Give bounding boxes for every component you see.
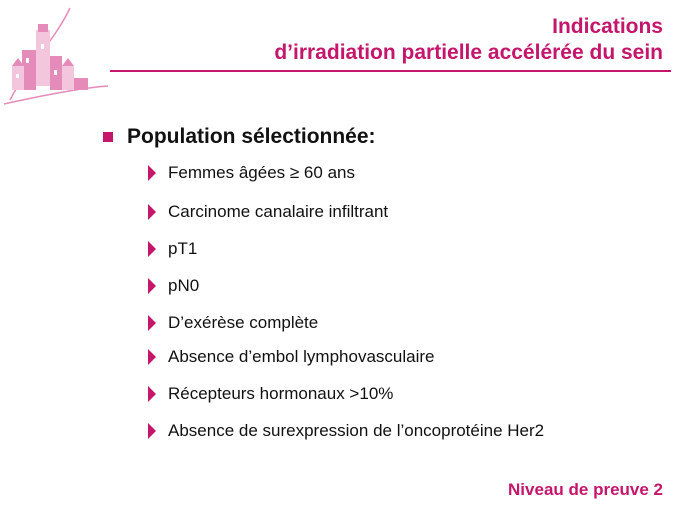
triangle-bullet-icon (148, 165, 156, 181)
castle-logo-icon (0, 0, 110, 112)
list-item-text: pT1 (168, 239, 198, 258)
list-item (148, 420, 544, 442)
list-item-text: Récepteurs hormonaux >10% (168, 384, 394, 403)
title-divider (110, 70, 671, 72)
triangle-bullet-icon (148, 315, 156, 331)
square-bullet-icon (103, 132, 113, 142)
title-line-2: d’irradiation partielle accélérée du sein (274, 41, 663, 64)
list-item (148, 201, 388, 223)
list-item-text: D’exérèse complète (168, 313, 319, 332)
list-item-text: Absence de surexpression de l’oncoprotéine Her2 (168, 421, 545, 440)
list-item (148, 238, 197, 260)
title-line-1: Indications (552, 15, 663, 38)
list-item-text: pN0 (168, 276, 200, 295)
list-item (148, 383, 393, 405)
list-item-text: Absence d’embol lymphovasculaire (168, 347, 435, 366)
list-item (148, 346, 434, 368)
evidence-level: Niveau de preuve 2 (508, 480, 663, 499)
section-heading (103, 123, 376, 151)
triangle-bullet-icon (148, 278, 156, 294)
triangle-bullet-icon (148, 241, 156, 257)
section-heading-text: Population sélectionnée: (127, 125, 376, 148)
list-item-text: Carcinome canalaire infiltrant (168, 202, 389, 221)
list-item (148, 275, 199, 297)
list-item (148, 312, 318, 334)
slide-title (274, 14, 663, 66)
list-item (148, 162, 355, 184)
triangle-bullet-icon (148, 204, 156, 220)
triangle-bullet-icon (148, 349, 156, 365)
triangle-bullet-icon (148, 423, 156, 439)
list-item-text: Femmes âgées ≥ 60 ans (168, 163, 355, 182)
triangle-bullet-icon (148, 386, 156, 402)
